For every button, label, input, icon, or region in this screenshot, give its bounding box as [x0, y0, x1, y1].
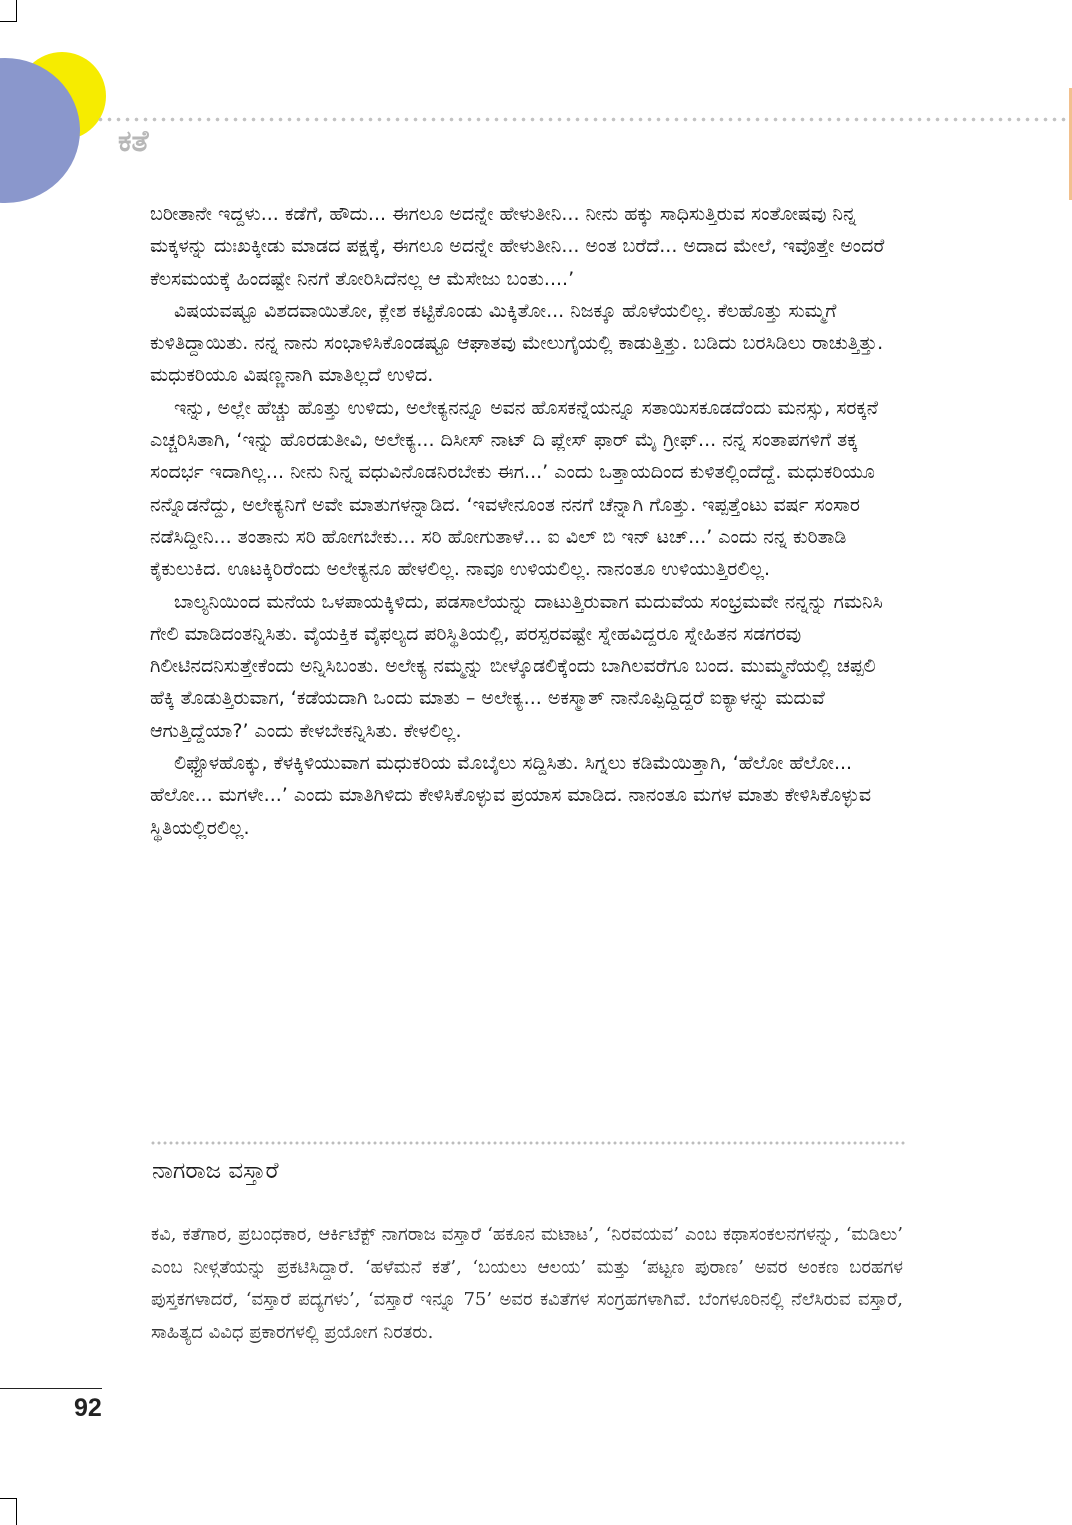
story-paragraph: ಬಾಲ್ಯನಿಯಿಂದ ಮನೆಯ ಒಳಪಾಯಕ್ಕಿಳಿದು, ಪಡಸಾಲೆಯನ್ನು ದಾಟುತ್ತಿರುವಾಗ ಮದುವೆಯ ಸಂಭ್ರಮವೇ ನನ್ನನ್ನು ಗಮನಿಸಿ ಗೇಲಿ ಮಾಡಿದಂತನ್ನಿಸಿತು. ವೈಯಕ್ತಿಕ ವೈಫಲ್ಯದ ಪರಿಸ್ಥಿತಿಯಲ್ಲಿ, ಪರಸ್ಪರವಷ್ಟೇ ಸ್ನೇಹವಿದ್ದರೂ ಸ್ನೇಹಿತನ ಸಡಗರವು ಗಿಲೀಟಿನದನಿಸುತ್ತೇಕೆಂದು ಅನ್ನಿಸಿಬಂತು. ಅಲೇಕ್ಯ ನಮ್ಮನ್ನು ಬೀಳ್ಕೊಡಲಿಕ್ಕೆಂದು ಬಾಗಿಲವರೆಗೂ ಬಂದ. ಮುಮ್ಮನೆಯಲ್ಲಿ ಚಪ್ಪಲಿ ಹೆಕ್ಕಿ ತೊಡುತ್ತಿರುವಾಗ, ‘ಕಡೆಯದಾಗಿ ಒಂದು ಮಾತು – ಅಲೇಕ್ಯ... ಅಕಸ್ಮಾತ್ ನಾನೊಪ್ಪಿದ್ದಿದ್ದರೆ ಐಕ್ಯಾಳನ್ನು ಮದುವೆ ಆಗುತ್ತಿದ್ದೆಯಾ?’ ಎಂದು ಕೇಳಬೇಕನ್ನಿಸಿತು. ಕೇಳಲಿಲ್ಲ.	[150, 590, 883, 742]
section-label: ಕತೆ	[118, 124, 149, 159]
story-paragraph: ವಿಷಯವಷ್ಟೂ ವಿಶದವಾಯಿತೋ, ಕ್ಲೇಶ ಕಟ್ಟಿಕೊಂಡು ಮಿಕ್ಕಿತೋ... ನಿಜಕ್ಕೂ ಹೊಳೆಯಲಿಲ್ಲ. ಕೆಲಹೊತ್ತು ಸುಮ್ಮಗೆ ಕುಳಿತಿದ್ದಾಯಿತು. ನನ್ನ ನಾನು ಸಂಭಾಳಿಸಿಕೊಂಡಷ್ಟೂ ಆಘಾತವು ಮೇಲುಗೈಯಲ್ಲಿ ಕಾಡುತ್ತಿತ್ತು. ಬಡಿದು ಬರಸಿಡಿಲು ರಾಚುತ್ತಿತ್ತು. ಮಧುಕರಿಯೂ ವಿಷಣ್ಣನಾಗಿ ಮಾತಿಲ್ಲದೆ ಉಳಿದ.	[150, 299, 884, 387]
crop-mark-top-left-horizontal	[0, 21, 17, 22]
page-number: 92	[74, 1394, 102, 1422]
dotted-header-rule	[96, 117, 1072, 122]
story-paragraph: ಬರೀತಾನೇ ಇದ್ದಳು... ಕಡೆಗೆ, ಹೌದು... ಈಗಲೂ ಅದನ್ನೇ ಹೇಳುತೀನಿ... ನೀನು ಹಕ್ಕು ಸಾಧಿಸುತ್ತಿರುವ ಸಂತೋಷವು ನಿನ್ನ ಮಕ್ಕಳನ್ನು ದುಃಖಕ್ಕೀಡು ಮಾಡದ ಪಕ್ಷಕ್ಕೆ, ಈಗಲೂ ಅದನ್ನೇ ಹೇಳುತೀನಿ... ಅಂತ ಬರೆದೆ... ಅದಾದ ಮೇಲೆ, ಇವೊತ್ತೇ ಅಂದರೆ ಕೆಲಸಮಯಕ್ಕೆ ಹಿಂದಷ್ಟೇ ನಿನಗೆ ತೋರಿಸಿದೆನಲ್ಲ ಆ ಮೆಸೇಜು ಬಂತು....’	[150, 203, 885, 290]
story-paragraph: ಲಿಫ್ಟೊಳಹೊಕ್ಕು, ಕೆಳಕ್ಕಿಳಿಯುವಾಗ ಮಧುಕರಿಯ ಮೊಬೈಲು ಸದ್ದಿಸಿತು. ಸಿಗ್ನಲು ಕಡಿಮೆಯಿತ್ತಾಗಿ, ‘ಹೆಲೋ ಹೆಲೋ... ಹೆಲೋ... ಮಗಳೇ...’ ಎಂದು ಮಾತಿಗಿಳಿದು ಕೇಳಿಸಿಕೊಳ್ಳುವ ಪ್ರಯಾಸ ಮಾಡಿದ. ನಾನಂತೂ ಮಗಳ ಮಾತು ಕೇಳಿಸಿಕೊಳ್ಳುವ ಸ್ಥಿತಿಯಲ್ಲಿರಲಿಲ್ಲ.	[150, 752, 872, 839]
crop-mark-bottom-left-horizontal	[0, 1498, 17, 1499]
crop-mark-bottom-left-vertical	[16, 1498, 17, 1525]
story-body	[150, 198, 890, 844]
author-name: ನಾಗರಾಜ ವಸ್ತಾರೆ	[152, 1158, 279, 1184]
page-number-rule	[0, 1388, 102, 1389]
dotted-divider	[150, 1141, 905, 1145]
story-paragraph: ಇನ್ನು, ಅಲ್ಲೇ ಹೆಚ್ಚು ಹೊತ್ತು ಉಳಿದು, ಅಲೇಕ್ಯನನ್ನೂ ಅವನ ಹೊಸಕನ್ನೆಯನ್ನೂ ಸತಾಯಿಸಕೂಡದೆಂದು ಮನಸ್ಸು, ಸರಕ್ಕನೆ ಎಚ್ಚರಿಸಿತಾಗಿ, ‘ಇನ್ನು ಹೊರಡುತೀವಿ, ಅಲೇಕ್ಯ... ದಿಸೀಸ್ ನಾಟ್ ದಿ ಪ್ಲೇಸ್ ಫಾರ್ ಮೈ ಗ್ರೀಫ್... ನನ್ನ ಸಂತಾಪಗಳಿಗೆ ತಕ್ಕ ಸಂದರ್ಭ ಇದಾಗಿಲ್ಲ... ನೀನು ನಿನ್ನ ವಧುವಿನೊಡನಿರಬೇಕು ಈಗ...’ ಎಂದು ಒತ್ತಾಯದಿಂದ ಕುಳಿತಲ್ಲಿಂದೆದ್ದೆ. ಮಧುಕರಿಯೂ ನನ್ನೊಡನೆದ್ದು, ಅಲೇಕ್ಯನಿಗೆ ಅವೇ ಮಾತುಗಳನ್ನಾಡಿದ. ‘ಇವಳೇನೂಂತ ನನಗೆ ಚೆನ್ನಾಗಿ ಗೊತ್ತು. ಇಪ್ಪತ್ತೆಂಟು ವರ್ಷ ಸಂಸಾರ ನಡೆಸಿದ್ದೀನಿ... ತಂತಾನು ಸರಿ ಹೋಗಬೇಕು... ಸರಿ ಹೋಗುತಾಳೆ... ಐ ವಿಲ್ ಬಿ ಇನ್ ಟಚ್...’ ಎಂದು ನನ್ನ ಕುರಿತಾಡಿ ಕೈಕುಲುಕಿದ. ಊಟಕ್ಕಿರಿರೆಂದು ಅಲೇಕ್ಯನೂ ಹೇಳಲಿಲ್ಲ. ನಾವೂ ಉಳಿಯಲಿಲ್ಲ. ನಾನಂತೂ ಉಳಿಯುತ್ತಿರಲಿಲ್ಲ.	[150, 396, 879, 581]
author-bio: ಕವಿ, ಕತೆಗಾರ, ಪ್ರಬಂಧಕಾರ, ಆರ್ಕಿಟೆಕ್ಟ್ ನಾಗರಾಜ ವಸ್ತಾರೆ ‘ಹಕೂನ ಮಟಾಟ’, ‘ನಿರವಯವ’ ಎಂಬ ಕಥಾಸಂಕಲನಗಳನ್ನು, ‘ಮಡಿಲು’ ಎಂಬ ನೀಳ್ಗತೆಯನ್ನು ಪ್ರಕಟಿಸಿದ್ದಾರೆ. ‘ಹಳೆಮನೆ ಕತೆ’, ‘ಬಯಲು ಆಲಯ’ ಮತ್ತು ‘ಪಟ್ಟಣ ಪುರಾಣ’ ಅವರ ಅಂಕಣ ಬರಹಗಳ ಪುಸ್ತಕಗಳಾದರೆ, ‘ವಸ್ತಾರೆ ಪದ್ಯಗಳು’, ‘ವಸ್ತಾರೆ ಇನ್ನೂ 75’ ಅವರ ಕವಿತೆಗಳ ಸಂಗ್ರಹಗಳಾಗಿವೆ. ಬೆಂಗಳೂರಿನಲ್ಲಿ ನೆಲೆಸಿರುವ ವಸ್ತಾರೆ, ಸಾಹಿತ್ಯದ ವಿವಿಧ ಪ್ರಕಾರಗಳಲ್ಲಿ ಪ್ರಯೋಗ ನಿರತರು.	[151, 1224, 904, 1343]
crop-mark-top-left-vertical	[16, 0, 17, 22]
